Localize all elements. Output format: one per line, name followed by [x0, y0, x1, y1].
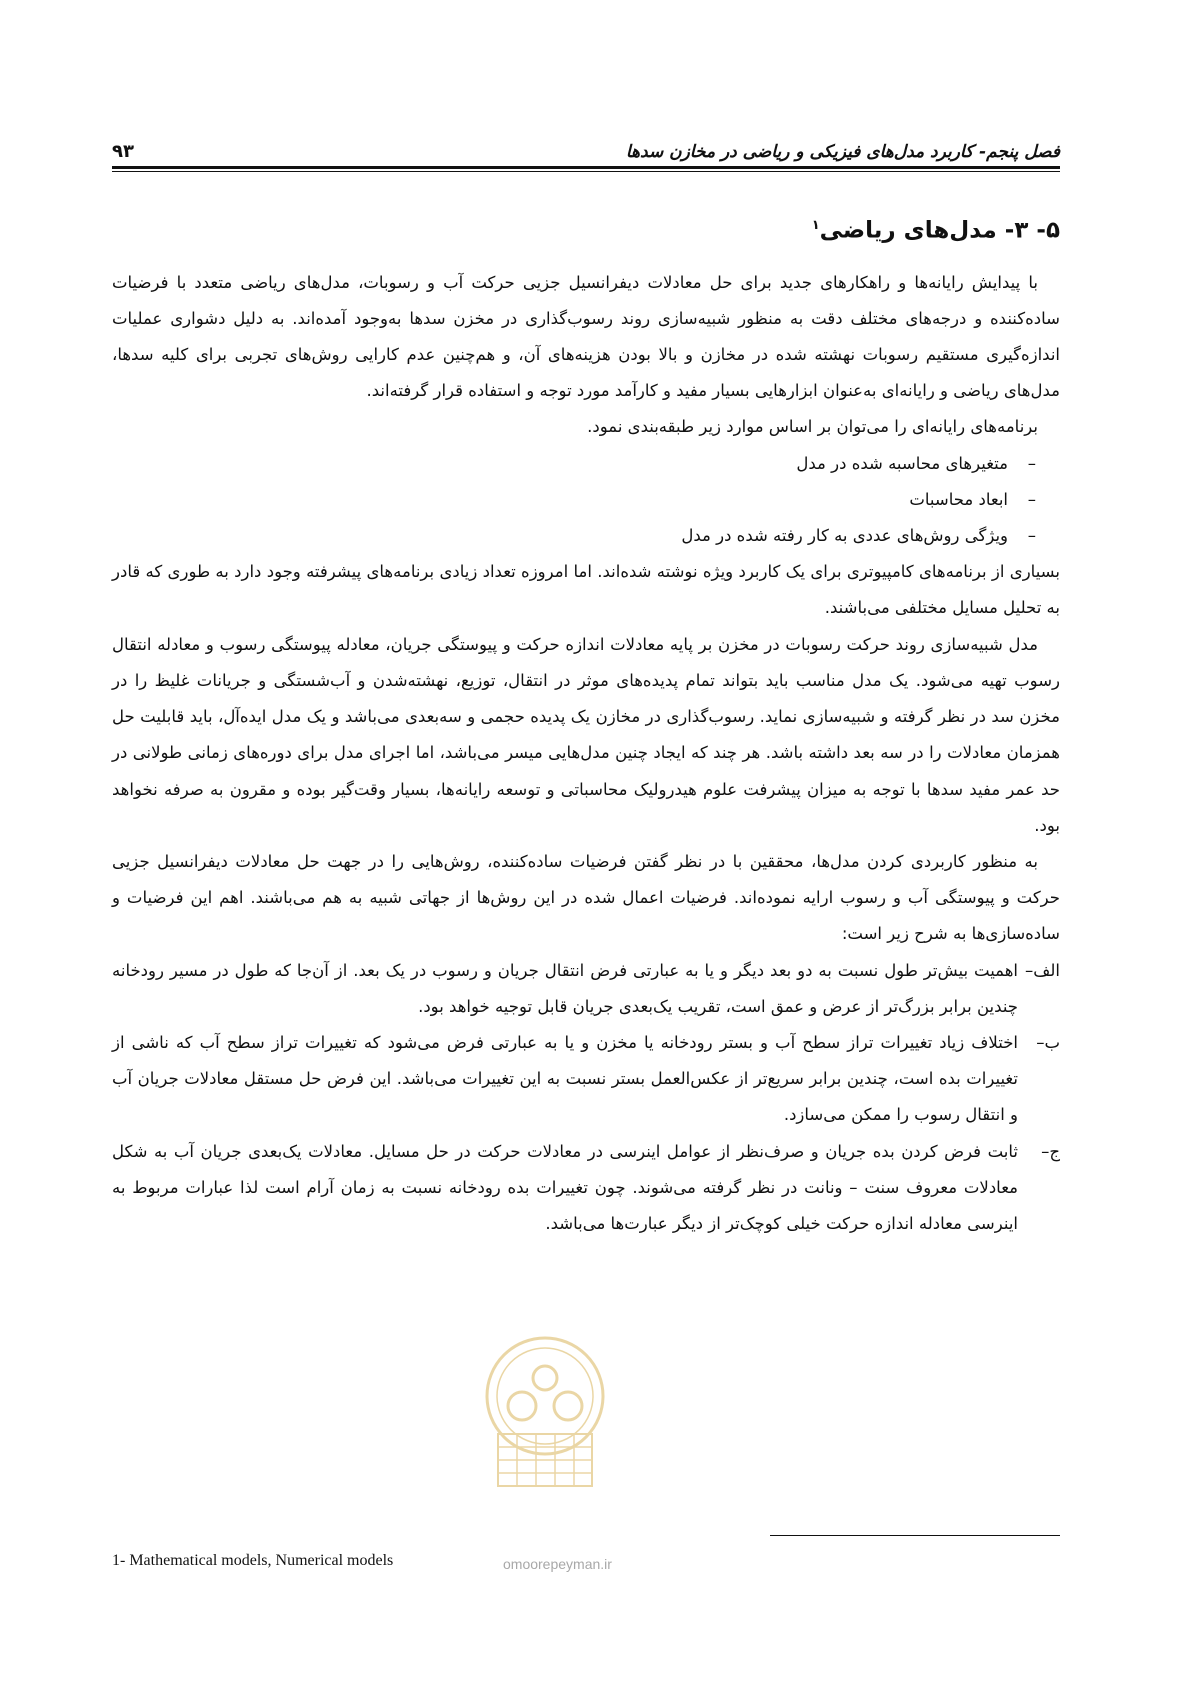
- page-header: [112, 128, 1060, 162]
- item-text: اهمیت بیش‌تر طول نسبت به دو بعد دیگر و یا به عبارتی فرض انتقال جریان و رسوب در یک بعد. از آن‌جا که طول در مسیر رودخانه چندین برابر بزرگ‌تر از عرض و عمق است، تقریب یک‌بعدی جریان قابل توجیه خواهد بود.: [112, 960, 1018, 1016]
- assumption-item: [112, 1134, 1060, 1243]
- page-number: ۹۳: [112, 141, 134, 162]
- paragraph-simulation: مدل شبیه‌سازی روند حرکت رسوبات در مخزن بر پایه معادلات اندازه حرکت و پیوستگی جریان، معادله پیوستگی رسوب و معادله انتقال رسوب تهیه می‌شود. یک مدل مناسب باید بتواند تمام پدیده‌های موثر در انتقال، توزیع، نهشته‌شدن و آب‌شستگی و جریانات غلیظ را در مخزن سد در نظر گرفته و شبیه‌سازی نماید. رسوب‌گذاری در مخازن یک پدیده حجمی و سه‌بعدی می‌باشد و یک مدل ایده‌آل، باید قابلیت حل همزمان معادلات را در سه بعد داشته باشد. هر چند که ایجاد چنین مدل‌هایی میسر می‌باشد، اما اجرای مدل برای دوره‌های زمانی طولانی در حد عمر مفید سدها با توجه به میزان پیشرفت علوم هیدرولیک محاسباتی و توسعه رایانه‌ها، بسیار وقت‌گیر بوده و مقرون به صرفه نخواهد بود.: [112, 634, 1060, 835]
- paragraph-classification: برنامه‌های رایانه‌ای را می‌توان بر اساس موارد زیر طبقه‌بندی نمود.: [587, 417, 1038, 437]
- paragraph-assumptions: به منظور کاربردی کردن مدل‌ها، محققین با در نظر گفتن فرضیات ساده‌کننده، روش‌هایی را در جهت حل معادلات دیفرانسیل جزیی حرکت و پیوستگی آب و رسوب ارایه نموده‌اند. فرضیات اعمال شده در این روش‌ها از جهاتی شبیه به هم می‌باشند. اهم این فرضیات و ساده‌سازی‌ها به شرح زیر است:: [112, 851, 1060, 944]
- dash-bullet: –: [1027, 489, 1036, 509]
- item-marker: ج–: [1041, 1141, 1060, 1161]
- paragraph-programs: بسیاری از برنامه‌های کامپیوتری برای یک کاربرد ویژه نوشته شده‌اند. اما امروزه تعداد زیادی برنامه‌های پیشرفته وجود دارد به طوری که قادر به تحلیل مسایل مختلفی می‌باشند.: [112, 562, 1060, 618]
- watermark-seal-icon: [470, 1326, 620, 1496]
- list-item: [112, 446, 1036, 482]
- list-item-text: متغیرهای محاسبه شده در مدل: [796, 453, 1008, 473]
- section-heading: [112, 206, 1060, 251]
- item-marker: ب–: [1036, 1032, 1060, 1052]
- assumption-item: [112, 1025, 1060, 1134]
- footnote: 1- Mathematical models, Numerical models: [112, 1552, 394, 1569]
- list-item-text: ویژگی روش‌های عددی به کار رفته شده در مدل: [681, 526, 1008, 546]
- dash-bullet: –: [1027, 526, 1036, 546]
- list-item: [112, 518, 1036, 554]
- footnote-rule: [770, 1535, 1060, 1536]
- running-title: فصل پنجم- کاربرد مدل‌های فیزیکی و ریاضی در مخازن سدها: [625, 142, 1060, 162]
- page-body: [112, 206, 1060, 1242]
- assumption-item: [112, 953, 1060, 1025]
- dash-bullet: –: [1027, 453, 1036, 473]
- classification-list: [112, 446, 1060, 555]
- paragraph-intro: با پیدایش رایانه‌ها و راهکارهای جدید برای حل معادلات دیفرانسیل جزیی حرکت آب و رسوبات، مدل‌های ریاضی متعدد با فرضیات ساده‌کننده و درجه‌های مختلف دقت به منظور شبیه‌سازی روند رسوب‌گذاری در مخزن سدها به‌وجود آمده‌اند. به دلیل دشواری عملیات اندازه‌گیری مستقیم رسوبات نهشته شده در مخازن و بالا بودن هزینه‌های آن، و هم‌چنین عدم کارایی روش‌های تجربی برای کلیه سدها، مدل‌های ریاضی و رایانه‌ای به‌عنوان ابزارهایی بسیار مفید و کارآمد مورد توجه و استفاده قرار گرفته‌اند.: [112, 272, 1060, 401]
- item-text: اختلاف زیاد تغییرات تراز سطح آب و بستر رودخانه یا مخزن و یا به عبارتی فرض می‌شود که تغییرات تراز سطح آب که ناشی از تغییرات بده است، چندین برابر سریع‌تر از عکس‌العمل بستر نسبت به این تغییرات می‌باشد. این فرض حل مستقل معادلات جریان آب و انتقال رسوب را ممکن می‌سازد.: [112, 1032, 1018, 1125]
- footnote-reference: ۱: [811, 218, 820, 233]
- header-rule: [112, 166, 1060, 169]
- item-marker: الف–: [1025, 960, 1060, 980]
- list-item: [112, 482, 1036, 518]
- item-text: ثابت فرض کردن بده جریان و صرف‌نظر از عوامل اینرسی در معادلات حرکت در حل مسایل. معادلات یک‌بعدی جریان آب به شکل معادلات معروف سنت – ونانت در نظر گرفته می‌شوند. چون تغییرات بده رودخانه نسبت به زمان آرام است لذا عبارات مربوط به اینرسی معادله اندازه حرکت خیلی کوچک‌تر از دیگر عبارت‌ها می‌باشد.: [112, 1141, 1018, 1233]
- watermark-url: omoorepeyman.ir: [503, 1556, 612, 1572]
- list-item-text: ابعاد محاسبات: [909, 489, 1008, 509]
- header-rule-thin: [112, 171, 1060, 172]
- section-heading-text: ۵- ۳- مدل‌های ریاضی: [819, 217, 1060, 244]
